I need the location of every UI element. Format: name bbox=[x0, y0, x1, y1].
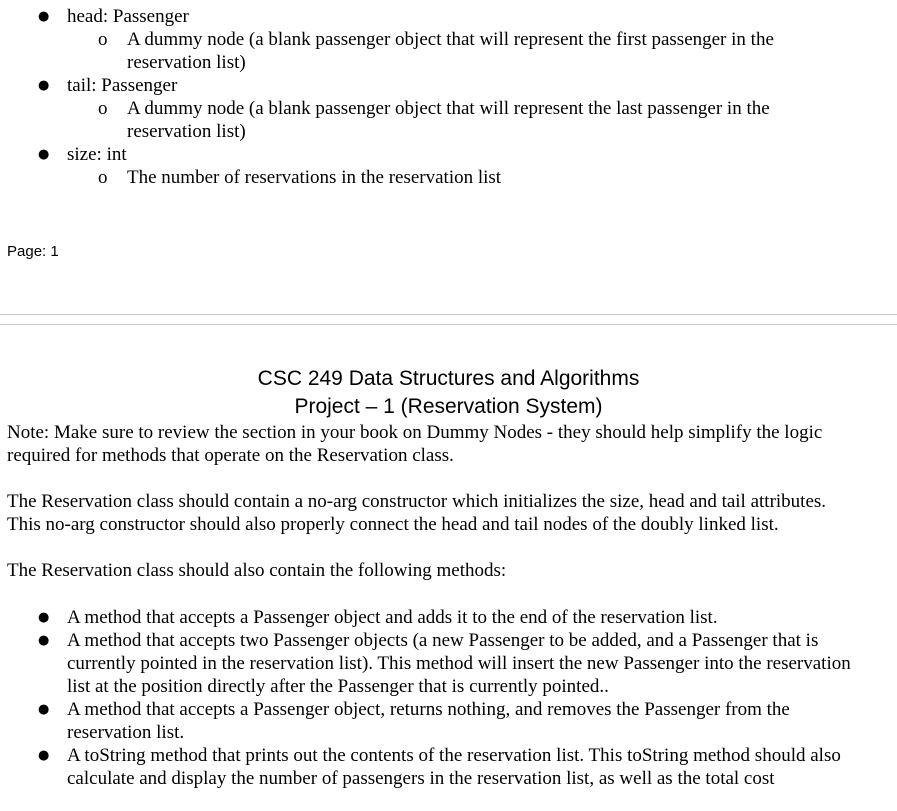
document-subtitle: Project – 1 (Reservation System) bbox=[294, 395, 603, 418]
sub-bullet-icon: o bbox=[98, 167, 108, 188]
method-text: A method that accepts two Passenger objects (a new Passenger to be added, and a Passenger that is currently pointed in the reservation list). This method will insert the new Passenger into the reservation list at the position directly after the Passenger that is currently pointed.. bbox=[67, 630, 851, 697]
methods-intro: The Reservation class should also contain the following methods: bbox=[7, 560, 507, 581]
attribute-description-text: A dummy node (a blank passenger object that will represent the first passenger in the reservation list) bbox=[127, 29, 774, 73]
bullet-icon: ● bbox=[38, 610, 50, 625]
paragraph-spacer bbox=[0, 582, 897, 606]
attribute-description-text: A dummy node (a blank passenger object that will represent the last passenger in the reservation list) bbox=[127, 98, 770, 142]
attribute-item-tail bbox=[0, 74, 897, 97]
method-item bbox=[0, 629, 897, 698]
sub-bullet-icon: o bbox=[98, 98, 108, 119]
attribute-description bbox=[0, 166, 897, 189]
page-number: Page: 1 bbox=[7, 243, 59, 260]
constructor-paragraph: The Reservation class should contain a no-arg constructor which initializes the size, head and tail attributes. This no-arg constructor should also properly connect the head and tail nodes of the doubly linked list. bbox=[7, 491, 827, 535]
attribute-list bbox=[0, 5, 897, 189]
paragraph-spacer bbox=[0, 536, 897, 559]
page-break-divider bbox=[0, 324, 897, 325]
method-item bbox=[0, 606, 897, 629]
bullet-icon: ● bbox=[38, 748, 50, 763]
attribute-description-text: The number of reservations in the reservation list bbox=[127, 167, 502, 188]
method-text: A method that accepts a Passenger object and adds it to the end of the reservation list. bbox=[67, 607, 718, 628]
method-text: A method that accepts a Passenger object, returns nothing, and removes the Passenger from the reservation list. bbox=[67, 699, 790, 743]
document-title: CSC 249 Data Structures and Algorithms bbox=[257, 367, 640, 390]
bullet-icon: ● bbox=[38, 702, 50, 717]
attribute-description bbox=[0, 97, 897, 143]
attribute-item-size bbox=[0, 143, 897, 166]
bullet-icon: ● bbox=[38, 78, 50, 93]
attribute-description bbox=[0, 28, 897, 74]
methods-list bbox=[0, 606, 897, 790]
page-2-content bbox=[0, 365, 897, 790]
attribute-item-head bbox=[0, 5, 897, 28]
bullet-icon: ● bbox=[38, 633, 50, 648]
bullet-icon: ● bbox=[38, 147, 50, 162]
method-item bbox=[0, 698, 897, 744]
method-item bbox=[0, 744, 897, 790]
method-text: A toString method that prints out the contents of the reservation list. This toString method should also calculate and display the number of passengers in the reservation list, as well as the total cost bbox=[67, 745, 841, 789]
page-break-divider bbox=[0, 314, 897, 315]
sub-bullet-icon: o bbox=[98, 29, 108, 50]
note-paragraph: Note: Make sure to review the section in your book on Dummy Nodes - they should help simplify the logic required for methods that operate on the Reservation class. bbox=[7, 422, 823, 466]
attribute-label: head: Passenger bbox=[67, 6, 189, 27]
bullet-icon: ● bbox=[38, 9, 50, 24]
attribute-label: tail: Passenger bbox=[67, 75, 178, 96]
attribute-label: size: int bbox=[67, 144, 127, 165]
paragraph-spacer bbox=[0, 467, 897, 490]
